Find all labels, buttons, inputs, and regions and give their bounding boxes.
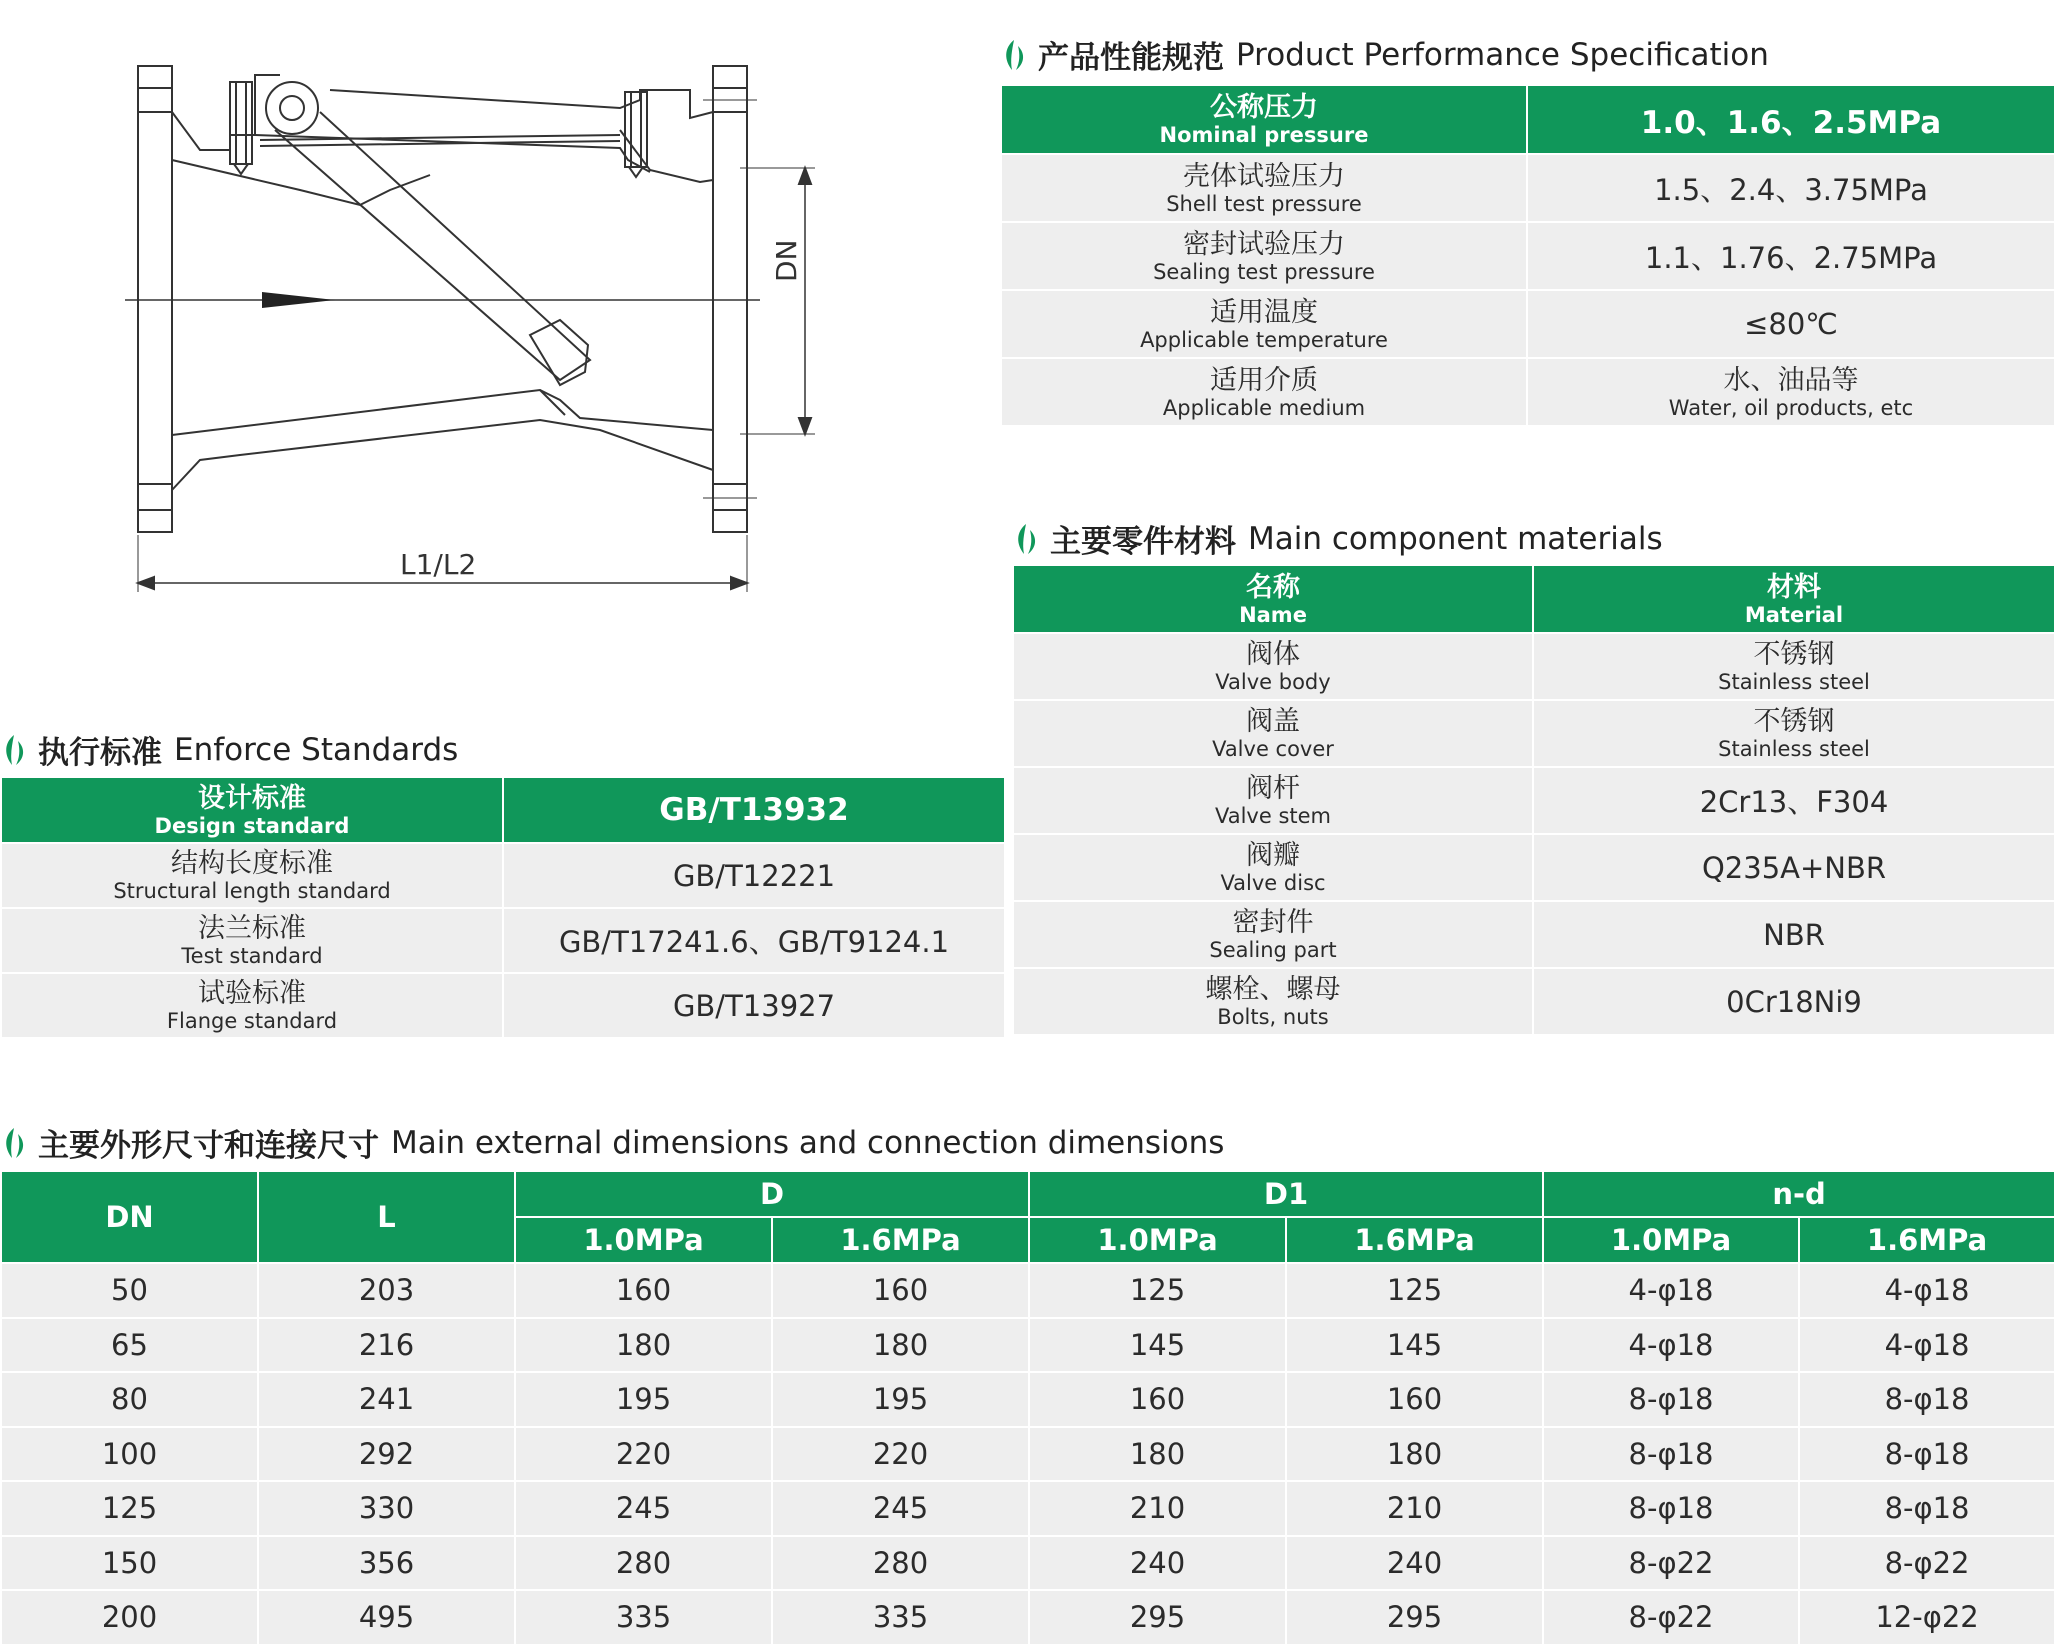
- dim-header-d: D: [515, 1171, 1029, 1217]
- performance-row-name: 适用介质 Applicable medium: [1001, 358, 1527, 426]
- standards-row-name: 法兰标准 Test standard: [1, 908, 503, 973]
- performance-row-name: 密封试验压力 Sealing test pressure: [1001, 222, 1527, 290]
- dimensions-title-zh: 主要外形尺寸和连接尺寸: [38, 1128, 379, 1164]
- dim-cell: 330: [258, 1481, 515, 1536]
- dim-cell: 356: [258, 1536, 515, 1591]
- materials-row-material: Q235A+NBR: [1533, 834, 2055, 901]
- materials-title-en: Main component materials: [1248, 520, 1663, 557]
- dim-cell: 8-φ18: [1543, 1372, 1799, 1427]
- standards-title: [0, 727, 458, 772]
- standards-row-value: GB/T12221: [503, 843, 1005, 908]
- dim-cell: 125: [1, 1481, 258, 1536]
- dim-cell: 160: [772, 1263, 1029, 1318]
- dim-cell: 180: [1029, 1427, 1286, 1482]
- table-row: [1, 1372, 2055, 1427]
- performance-row-name: 适用温度 Applicable temperature: [1001, 290, 1527, 358]
- performance-row-value: 1.1、1.76、2.75MPa: [1527, 222, 2055, 290]
- performance-title-zh: 产品性能规范: [1038, 40, 1224, 76]
- dim-cell: 145: [1029, 1318, 1286, 1373]
- performance-title-en: Product Performance Specification: [1236, 36, 1769, 73]
- dim-subheader: 1.0MPa: [1543, 1217, 1799, 1263]
- dim-cell: 4-φ18: [1543, 1263, 1799, 1318]
- dim-cell: 8-φ18: [1543, 1427, 1799, 1482]
- dim-cell: 50: [1, 1263, 258, 1318]
- dim-cell: 220: [772, 1427, 1029, 1482]
- materials-row-name: 阀瓣 Valve disc: [1013, 834, 1533, 901]
- dim-cell: 295: [1029, 1590, 1286, 1645]
- dim-cell: 150: [1, 1536, 258, 1591]
- table-row: [1, 1590, 2055, 1645]
- leaf-icon: [1012, 522, 1040, 556]
- materials-row-name: 阀体 Valve body: [1013, 633, 1533, 700]
- dim-header-dn: DN: [1, 1171, 258, 1263]
- materials-row-material: 0Cr18Ni9: [1533, 968, 2055, 1035]
- dim-cell: 8-φ22: [1543, 1590, 1799, 1645]
- dimensions-table: [0, 1170, 2056, 1646]
- dim-cell: 200: [1, 1590, 258, 1645]
- performance-title: [1000, 32, 1769, 77]
- materials-header-material: 材料 Material: [1533, 565, 2055, 633]
- dim-cell: 280: [515, 1536, 772, 1591]
- dim-cell: 4-φ18: [1799, 1318, 2055, 1373]
- dim-cell: 125: [1029, 1263, 1286, 1318]
- dim-cell: 8-φ18: [1799, 1427, 2055, 1482]
- dim-cell: 4-φ18: [1543, 1318, 1799, 1373]
- performance-header-value: 1.0、1.6、2.5MPa: [1527, 85, 2055, 154]
- dim-cell: 210: [1029, 1481, 1286, 1536]
- dimensions-title-en: Main external dimensions and connection dimensions: [391, 1124, 1225, 1161]
- dim-cell: 240: [1286, 1536, 1543, 1591]
- table-row: [1, 1536, 2055, 1591]
- dim-cell: 145: [1286, 1318, 1543, 1373]
- dim-cell: 292: [258, 1427, 515, 1482]
- materials-title: [1012, 516, 1663, 561]
- dim-cell: 216: [258, 1318, 515, 1373]
- dim-cell: 8-φ18: [1799, 1481, 2055, 1536]
- dim-cell: 195: [515, 1372, 772, 1427]
- dim-cell: 100: [1, 1427, 258, 1482]
- dim-cell: 8-φ22: [1799, 1536, 2055, 1591]
- dim-subheader: 1.0MPa: [515, 1217, 772, 1263]
- dim-cell: 160: [1029, 1372, 1286, 1427]
- standards-table: [0, 776, 1006, 1039]
- dim-cell: 195: [772, 1372, 1029, 1427]
- leaf-icon: [0, 733, 28, 767]
- dim-cell: 8-φ18: [1799, 1372, 2055, 1427]
- performance-row-value: ≤80℃: [1527, 290, 2055, 358]
- table-row: [1, 1318, 2055, 1373]
- dim-cell: 245: [515, 1481, 772, 1536]
- materials-table: [1012, 564, 2056, 1036]
- materials-row-name: 阀盖 Valve cover: [1013, 700, 1533, 767]
- dim-cell: 241: [258, 1372, 515, 1427]
- materials-row-material: NBR: [1533, 901, 2055, 968]
- leaf-icon: [1000, 38, 1028, 72]
- dim-cell: 495: [258, 1590, 515, 1645]
- dim-cell: 4-φ18: [1799, 1263, 2055, 1318]
- dim-cell: 80: [1, 1372, 258, 1427]
- dim-cell: 160: [1286, 1372, 1543, 1427]
- dim-cell: 8-φ22: [1543, 1536, 1799, 1591]
- dim-cell: 8-φ18: [1543, 1481, 1799, 1536]
- materials-title-zh: 主要零件材料: [1050, 524, 1236, 560]
- materials-row-name: 密封件 Sealing part: [1013, 901, 1533, 968]
- dimensions-title: [0, 1120, 1224, 1165]
- standards-title-en: Enforce Standards: [174, 731, 459, 768]
- leaf-icon: [0, 1126, 28, 1160]
- dn-label: DN: [770, 239, 803, 282]
- dim-cell: 203: [258, 1263, 515, 1318]
- materials-header-name: 名称 Name: [1013, 565, 1533, 633]
- dim-header-nd: n-d: [1543, 1171, 2055, 1217]
- dim-subheader: 1.6MPa: [1799, 1217, 2055, 1263]
- dim-cell: 180: [1286, 1427, 1543, 1482]
- standards-row-name: 结构长度标准 Structural length standard: [1, 843, 503, 908]
- standards-row-value: GB/T17241.6、GB/T9124.1: [503, 908, 1005, 973]
- standards-row-name: 试验标准 Flange standard: [1, 973, 503, 1038]
- dim-subheader: 1.6MPa: [772, 1217, 1029, 1263]
- length-label: L1/L2: [400, 548, 477, 581]
- performance-row-value: 1.5、2.4、3.75MPa: [1527, 154, 2055, 222]
- dim-cell: 335: [515, 1590, 772, 1645]
- dim-cell: 12-φ22: [1799, 1590, 2055, 1645]
- dim-subheader: 1.0MPa: [1029, 1217, 1286, 1263]
- materials-row-material: 2Cr13、F304: [1533, 767, 2055, 834]
- dim-cell: 180: [515, 1318, 772, 1373]
- standards-header-name: 设计标准 Design standard: [1, 777, 503, 843]
- valve-drawing: [120, 55, 820, 605]
- dim-subheader: 1.6MPa: [1286, 1217, 1543, 1263]
- dim-header-l: L: [258, 1171, 515, 1263]
- dim-body: [1, 1263, 2055, 1645]
- performance-row-value: 水、油品等 Water, oil products, etc: [1527, 358, 2055, 426]
- performance-table: [1000, 84, 2056, 427]
- dim-cell: 280: [772, 1536, 1029, 1591]
- table-row: [1, 1263, 2055, 1318]
- dim-cell: 65: [1, 1318, 258, 1373]
- dim-cell: 125: [1286, 1263, 1543, 1318]
- dim-cell: 180: [772, 1318, 1029, 1373]
- dim-cell: 220: [515, 1427, 772, 1482]
- performance-row-name: 壳体试验压力 Shell test pressure: [1001, 154, 1527, 222]
- dim-cell: 240: [1029, 1536, 1286, 1591]
- performance-header-name: 公称压力 Nominal pressure: [1001, 85, 1527, 154]
- dim-cell: 335: [772, 1590, 1029, 1645]
- materials-row-material: 不锈钢 Stainless steel: [1533, 700, 2055, 767]
- table-row: [1, 1427, 2055, 1482]
- table-row: [1, 1481, 2055, 1536]
- materials-row-name: 螺栓、螺母 Bolts, nuts: [1013, 968, 1533, 1035]
- dim-cell: 160: [515, 1263, 772, 1318]
- dim-cell: 210: [1286, 1481, 1543, 1536]
- standards-header-value: GB/T13932: [503, 777, 1005, 843]
- dim-header-d1: D1: [1029, 1171, 1543, 1217]
- materials-row-name: 阀杆 Valve stem: [1013, 767, 1533, 834]
- dim-cell: 295: [1286, 1590, 1543, 1645]
- materials-row-material: 不锈钢 Stainless steel: [1533, 633, 2055, 700]
- standards-title-zh: 执行标准: [38, 735, 162, 771]
- dim-cell: 245: [772, 1481, 1029, 1536]
- standards-row-value: GB/T13927: [503, 973, 1005, 1038]
